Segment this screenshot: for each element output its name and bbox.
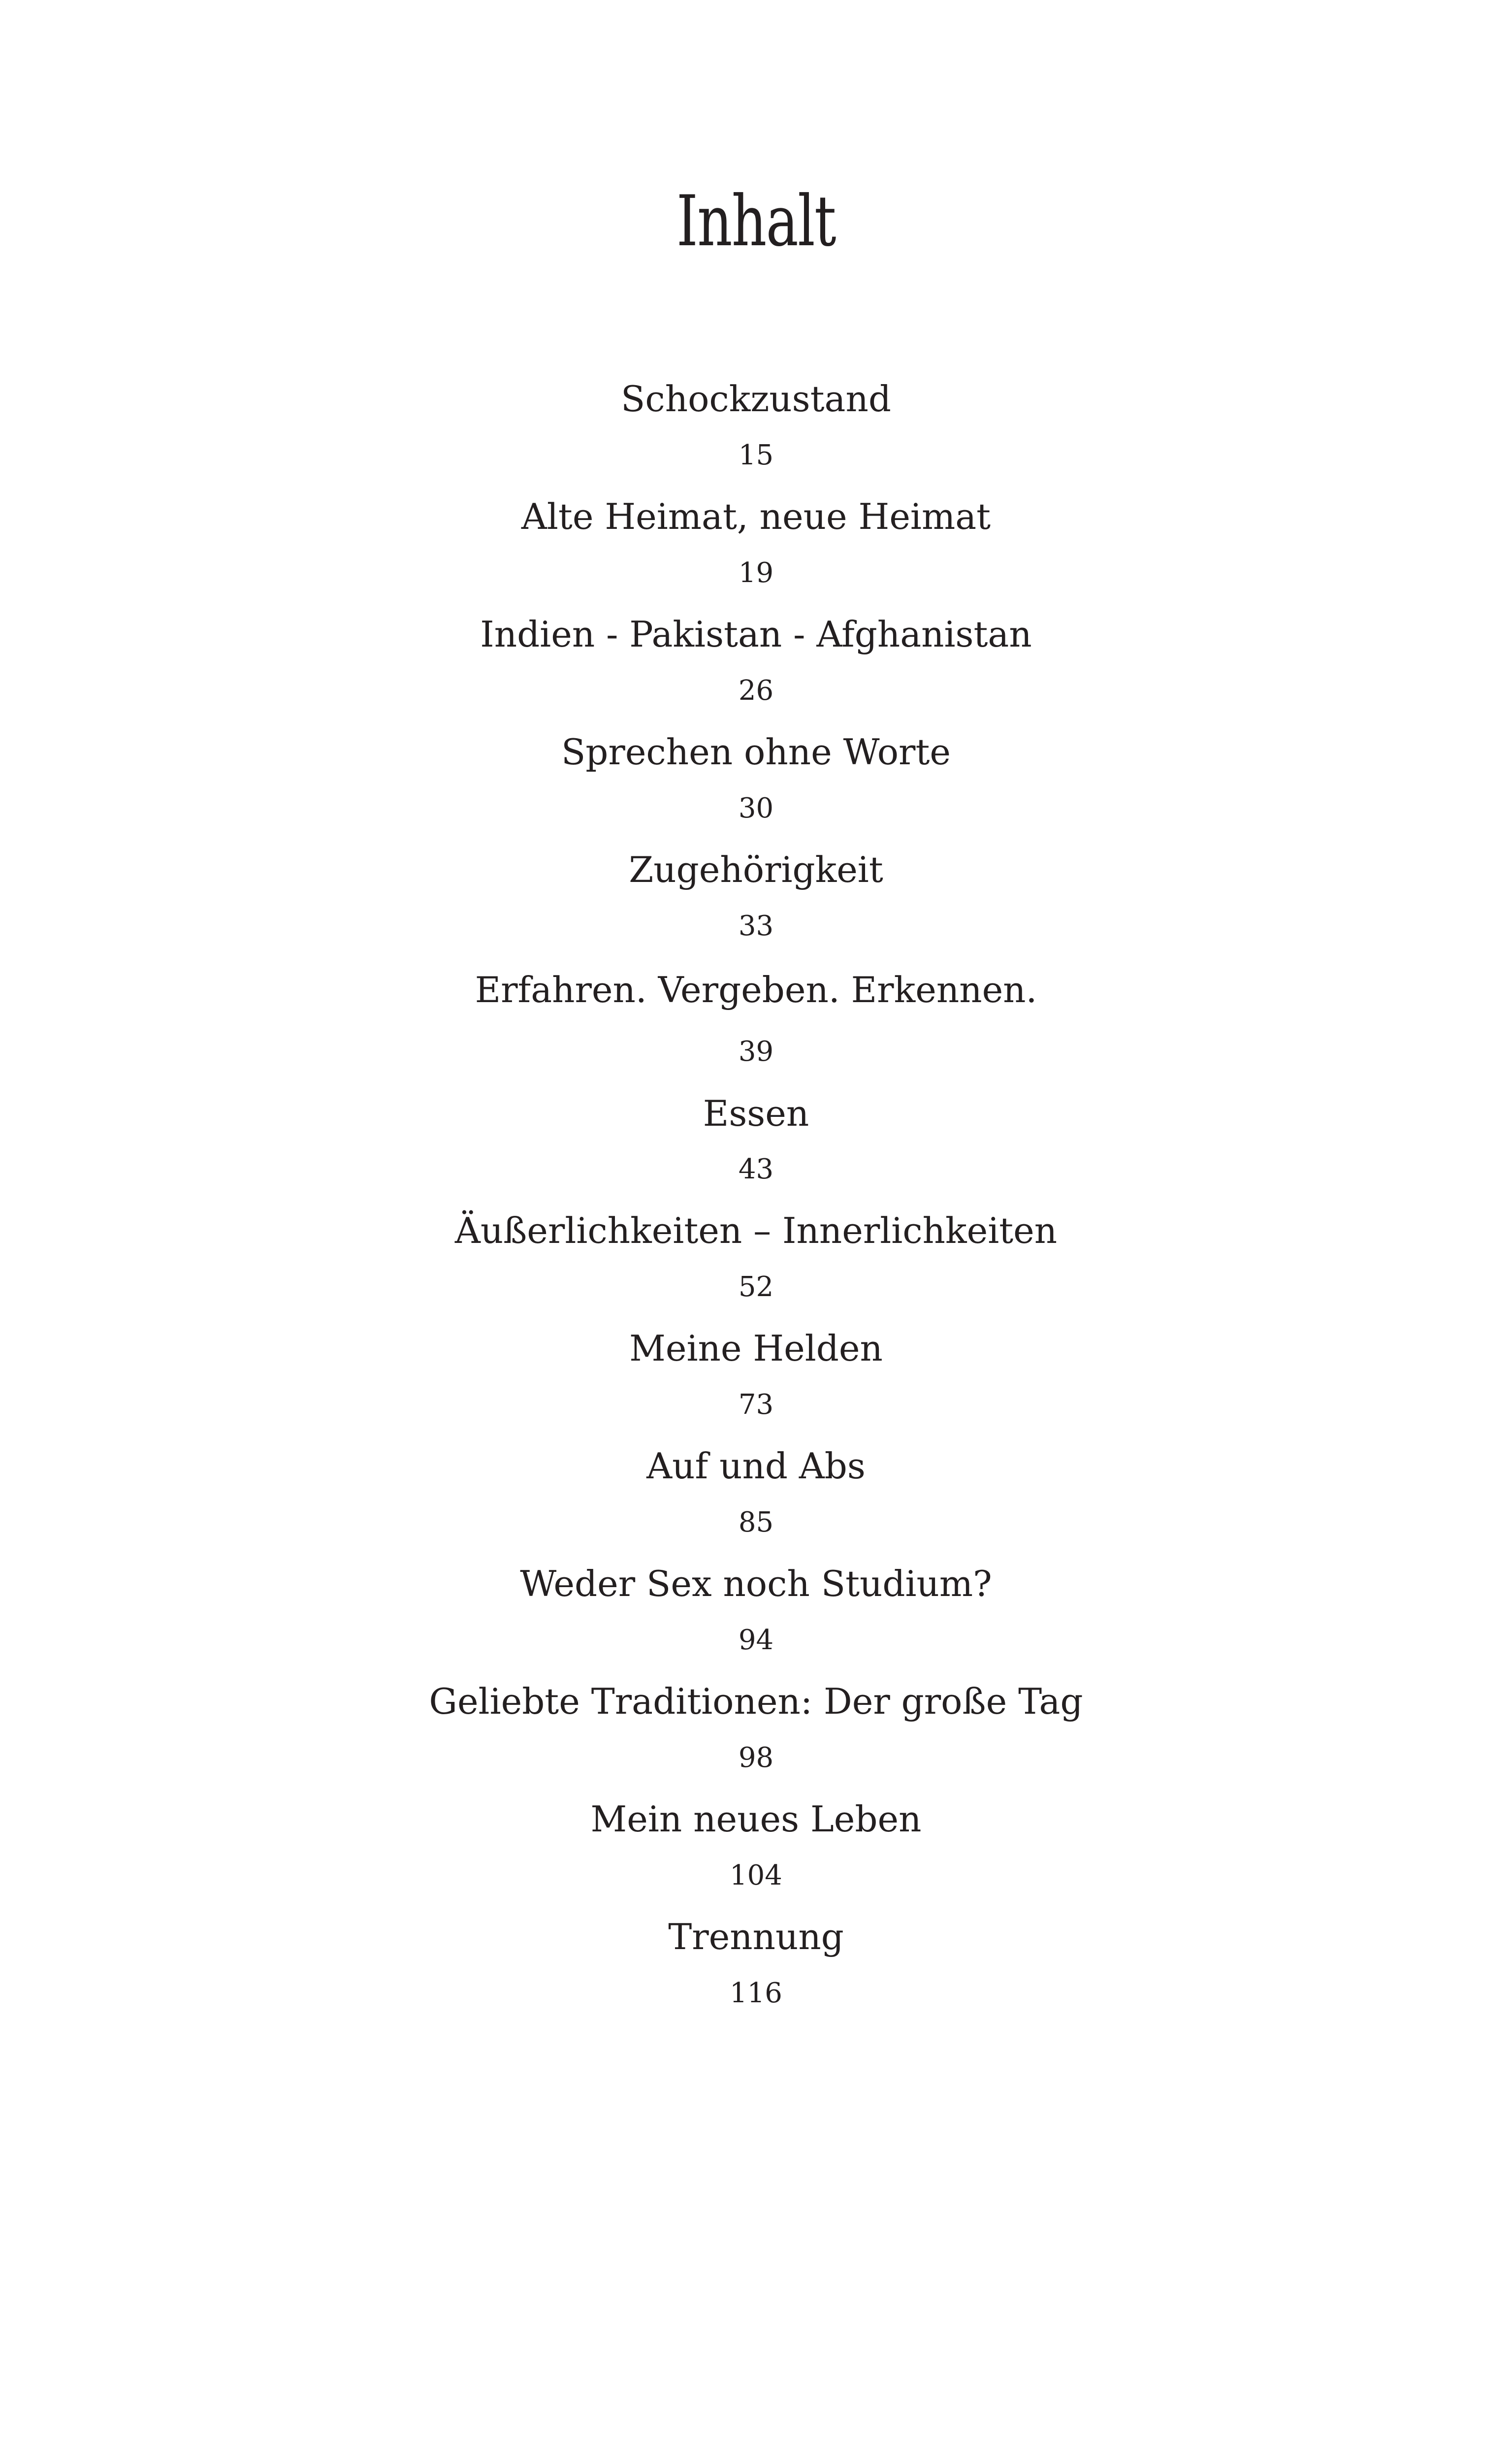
toc-entry-title: Erfahren. Vergeben. Erkennen.: [475, 969, 1037, 1010]
toc-entry-page: 52: [738, 1271, 774, 1303]
toc-entry-title: Trennung: [668, 1916, 844, 1957]
toc-entry-title: Sprechen ohne Worte: [561, 731, 951, 773]
toc-entry-page: 15: [738, 439, 774, 471]
toc-entry-page: 73: [738, 1389, 774, 1421]
toc-entry-page: 94: [738, 1624, 774, 1656]
toc-entry-page: 33: [738, 910, 774, 942]
toc-entry-title: Indien - Pakistan - Afghanistan: [480, 614, 1032, 655]
toc-entry-page: 26: [738, 675, 774, 707]
toc-entry-title: Schockzustand: [621, 378, 891, 420]
toc-entry-page: 19: [738, 557, 774, 589]
toc-entry-title: Zugehörigkeit: [629, 849, 883, 890]
toc-entry-title: Alte Heimat, neue Heimat: [521, 496, 991, 537]
toc-entry-page: 39: [738, 1036, 774, 1068]
toc-entry-title: Auf und Abs: [646, 1445, 866, 1487]
toc-entry-page: 30: [738, 792, 774, 824]
toc-entry-page: 85: [738, 1506, 774, 1538]
toc-entry-page: 104: [730, 1859, 782, 1891]
toc-entry-page: 43: [738, 1153, 774, 1185]
page-title: Inhalt: [676, 181, 836, 262]
toc-entry-page: 98: [738, 1742, 774, 1774]
toc-entry-title: Weder Sex noch Studium?: [520, 1563, 992, 1604]
toc-entry-title: Meine Helden: [629, 1328, 883, 1369]
toc-entry-title: Geliebte Traditionen: Der große Tag: [429, 1681, 1083, 1722]
toc-entry-title: Äußerlichkeiten – Innerlichkeiten: [454, 1210, 1058, 1251]
toc-entry-title: Essen: [703, 1093, 809, 1134]
toc-entry-title: Mein neues Leben: [590, 1798, 922, 1840]
toc-entry-page: 116: [730, 1977, 782, 2009]
